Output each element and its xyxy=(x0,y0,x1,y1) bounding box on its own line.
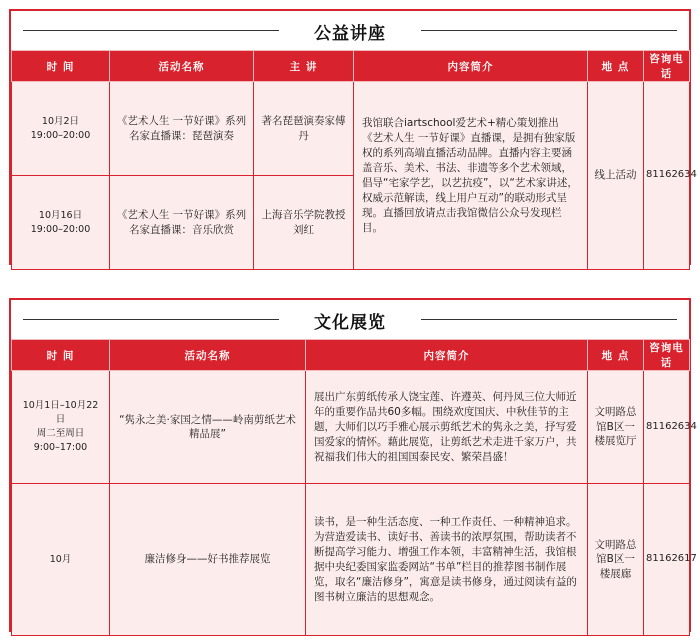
cell-phone: 81162634 xyxy=(644,371,690,484)
table-header-row xyxy=(12,340,690,371)
header-activity: 活动名称 xyxy=(110,340,306,371)
cell-phone: 81162634 xyxy=(644,82,690,270)
exhibit-header xyxy=(11,300,689,339)
date-text: 10月 xyxy=(49,553,72,565)
cell-activity: 《艺术人生 一节好课》系列名家直播课：琵琶演奏 xyxy=(110,82,254,176)
exhibit-table xyxy=(11,339,697,636)
header-speaker: 主 讲 xyxy=(254,51,354,82)
divider-right xyxy=(421,30,677,31)
date-text: 10月1日–10月22日 xyxy=(22,400,99,425)
cell-activity: “隽永之美·家国之情——岭南剪纸艺术精品展” xyxy=(110,371,306,484)
cell-time xyxy=(12,484,110,636)
header-phone: 咨询电话 xyxy=(644,340,690,371)
header-phone: 咨询电话 xyxy=(644,51,690,82)
weekday-text: 周二至周日 xyxy=(36,428,85,439)
header-activity: 活动名称 xyxy=(110,51,254,82)
section-title: 文化展览 xyxy=(314,313,386,333)
cell-location: 文明路总馆B区一楼展廊 xyxy=(588,484,644,636)
table-row xyxy=(12,484,690,636)
cell-activity: 廉洁修身——好书推荐展览 xyxy=(110,484,306,636)
time-text: 9:00–17:00 xyxy=(33,442,88,453)
header-location: 地 点 xyxy=(588,340,644,371)
date-text: 10月2日 xyxy=(41,115,80,127)
table-row xyxy=(12,82,690,176)
section-title: 公益讲座 xyxy=(314,24,386,44)
cell-phone: 81162617 xyxy=(644,484,690,636)
header-time: 时 间 xyxy=(12,51,110,82)
cell-speaker: 著名琵琶演奏家傅丹 xyxy=(254,82,354,176)
cell-content: 我馆联合iartschool爱艺术+精心策划推出《艺术人生 一节好课》直播课，是拥有独家版权的系列高端直播活动品牌。直播内容主要涵盖音乐、美术、书法、非遗等多个艺术领域，倡导“宅家学艺，以艺抗疫”，以“艺术家讲述，权威示范解读，线上用户互动”的联动形式呈现。直播回放请点击我馆微信公众号发现栏目。 xyxy=(354,82,588,270)
header-content: 内容简介 xyxy=(354,51,588,82)
header-content: 内容简介 xyxy=(306,340,588,371)
time-text: 19:00–20:00 xyxy=(30,129,91,141)
exhibit-section xyxy=(9,298,697,632)
time-text: 19:00–20:00 xyxy=(30,223,91,235)
header-time: 时 间 xyxy=(12,340,110,371)
divider-right xyxy=(421,319,677,320)
cell-time xyxy=(12,176,110,270)
lecture-header xyxy=(11,11,689,50)
header-location: 地 点 xyxy=(588,51,644,82)
table-row xyxy=(12,371,690,484)
cell-location: 线上活动 xyxy=(588,82,644,270)
date-text: 10月16日 xyxy=(38,209,83,221)
cell-time xyxy=(12,82,110,176)
lecture-table xyxy=(11,50,697,270)
cell-content: 读书，是一种生活态度、一种工作责任、一种精神追求。为营造爱读书、读好书、善读书的浓厚氛围，帮助读者不断提高学习能力、增强工作本领，丰富精神生活，我馆根据中央纪委国家监委网站“书单”栏目的推荐图书制作展览，取名“廉洁修身”，寓意是读书修身，通过阅读有益的图书树立廉洁的思想观念。 xyxy=(306,484,588,636)
cell-location: 文明路总馆B区一楼展览厅 xyxy=(588,371,644,484)
cell-activity: 《艺术人生 一节好课》系列名家直播课：音乐欣赏 xyxy=(110,176,254,270)
table-header-row xyxy=(12,51,690,82)
lecture-section xyxy=(9,9,697,265)
cell-speaker: 上海音乐学院教授刘红 xyxy=(254,176,354,270)
cell-content: 展出广东剪纸传承人饶宝莲、许遵英、何丹凤三位大师近年的重要作品共60多幅。围绕欢度国庆、中秋佳节的主题，大师们以巧手雅心展示剪纸艺术的隽永之美，抒写爱国爱家的情怀。藉此展览，让剪纸艺术走进千家万户，共祝福我们伟大的祖国国泰民安、繁荣昌盛！ xyxy=(306,371,588,484)
cell-time xyxy=(12,371,110,484)
